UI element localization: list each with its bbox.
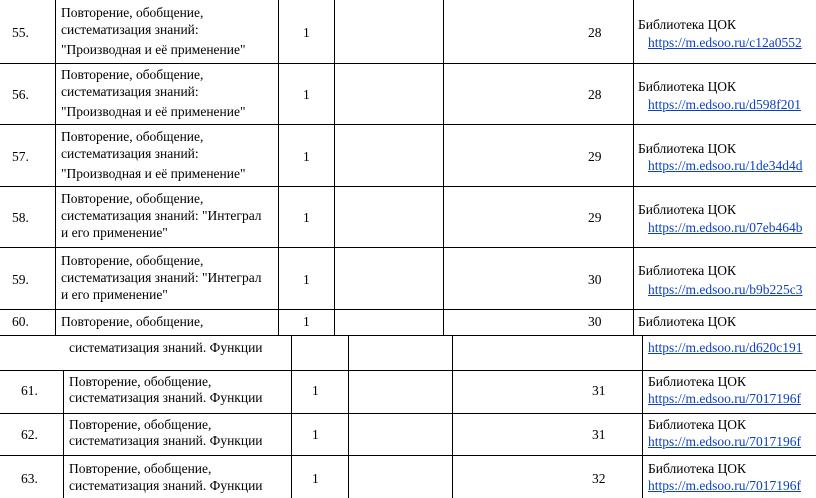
grid-line xyxy=(291,370,292,498)
library-link[interactable]: https://m.edsoo.ru/d598f201 xyxy=(648,97,801,112)
grid-line xyxy=(0,413,816,414)
grid-line xyxy=(0,370,816,371)
hours-value: 1 xyxy=(303,25,310,40)
topic-line: Повторение, обобщение, xyxy=(69,374,212,389)
grid-line xyxy=(452,370,453,498)
library-label: Библиотека ЦОК xyxy=(648,417,746,432)
grid-line xyxy=(642,335,643,370)
topic-line: Повторение, обобщение, xyxy=(61,5,204,20)
library-link[interactable]: https://m.edsoo.ru/c12a0552 xyxy=(648,35,802,50)
grid-line xyxy=(452,335,453,370)
library-link[interactable]: https://m.edsoo.ru/b9b225c3 xyxy=(648,282,803,297)
hours-value: 1 xyxy=(303,210,310,225)
grid-line xyxy=(443,309,444,335)
topic-line: систематизация знаний: xyxy=(61,84,199,99)
library-label: Библиотека ЦОК xyxy=(648,461,746,476)
grid-line xyxy=(278,309,279,335)
row-number: 60. xyxy=(12,314,29,329)
topic-line: систематизация знаний: "Интеграл xyxy=(61,208,262,223)
grid-line xyxy=(63,370,64,498)
hours-value: 1 xyxy=(312,383,319,398)
topic-line: "Производная и её применение" xyxy=(61,104,246,119)
topic-line: и его применение" xyxy=(61,225,168,240)
grid-line xyxy=(348,370,349,498)
topic-line: Повторение, обобщение, xyxy=(61,67,204,82)
grid-line xyxy=(443,0,444,309)
page-value: 30 xyxy=(588,314,602,329)
library-label: Библиотека ЦОК xyxy=(648,374,746,389)
topic-line: Повторение, обобщение, xyxy=(61,191,204,206)
grid-line xyxy=(0,63,816,64)
row-number: 55. xyxy=(12,25,29,40)
row-number: 62. xyxy=(21,427,38,442)
hours-value: 1 xyxy=(312,471,319,486)
topic-line: систематизация знаний: "Интеграл xyxy=(61,270,262,285)
page-value: 28 xyxy=(588,87,602,102)
library-label: Библиотека ЦОК xyxy=(638,314,736,329)
row-number: 57. xyxy=(12,149,29,164)
library-link[interactable]: https://m.edsoo.ru/7017196f xyxy=(648,391,801,406)
grid-line xyxy=(0,186,816,187)
hours-value: 1 xyxy=(303,272,310,287)
row-number: 63. xyxy=(21,471,38,486)
hours-value: 1 xyxy=(303,87,310,102)
library-label: Библиотека ЦОК xyxy=(638,263,736,278)
topic-line: систематизация знаний. Функции xyxy=(69,390,263,405)
library-label: Библиотека ЦОК xyxy=(638,202,736,217)
page-value: 31 xyxy=(592,427,606,442)
grid-line xyxy=(55,0,56,309)
topic-line: "Производная и её применение" xyxy=(61,166,246,181)
topic-line: Повторение, обобщение, xyxy=(69,417,212,432)
grid-line xyxy=(0,335,816,336)
page-value: 32 xyxy=(592,471,606,486)
grid-line xyxy=(334,0,335,309)
row-number: 59. xyxy=(12,272,29,287)
library-link[interactable]: https://m.edsoo.ru/1de34d4d xyxy=(648,158,803,173)
grid-line xyxy=(633,309,634,335)
grid-line xyxy=(633,0,634,309)
page-value: 31 xyxy=(592,383,606,398)
topic-line: систематизация знаний. Функции xyxy=(69,478,263,493)
row-number: 58. xyxy=(12,210,29,225)
grid-line xyxy=(278,0,279,309)
row-number: 61. xyxy=(21,383,38,398)
topic-line: систематизация знаний. Функции xyxy=(69,340,263,355)
page-value: 29 xyxy=(588,149,602,164)
library-label: Библиотека ЦОК xyxy=(638,79,736,94)
topic-line: систематизация знаний. Функции xyxy=(69,433,263,448)
topic-line: Повторение, обобщение, xyxy=(69,461,212,476)
grid-line xyxy=(0,309,816,310)
topic-line: Повторение, обобщение, xyxy=(61,129,204,144)
topic-line: Повторение, обобщение, xyxy=(61,314,204,329)
grid-line xyxy=(348,335,349,370)
row-number: 56. xyxy=(12,87,29,102)
page-value: 29 xyxy=(588,210,602,225)
grid-line xyxy=(642,370,643,498)
topic-line: систематизация знаний: xyxy=(61,146,199,161)
grid-line xyxy=(55,309,56,335)
grid-line xyxy=(0,247,816,248)
hours-value: 1 xyxy=(312,427,319,442)
grid-line xyxy=(334,309,335,335)
library-link[interactable]: https://m.edsoo.ru/7017196f xyxy=(648,478,801,493)
grid-line xyxy=(291,335,292,370)
page-value: 30 xyxy=(588,272,602,287)
grid-line xyxy=(0,455,816,456)
library-label: Библиотека ЦОК xyxy=(638,17,736,32)
grid-line xyxy=(0,124,816,125)
library-label: Библиотека ЦОК xyxy=(638,141,736,156)
topic-line: Повторение, обобщение, xyxy=(61,253,204,268)
hours-value: 1 xyxy=(303,314,310,329)
library-link[interactable]: https://m.edsoo.ru/7017196f xyxy=(648,434,801,449)
hours-value: 1 xyxy=(303,149,310,164)
topic-line: и его применение" xyxy=(61,287,168,302)
page-value: 28 xyxy=(588,25,602,40)
library-link[interactable]: https://m.edsoo.ru/07eb464b xyxy=(648,220,803,235)
library-link[interactable]: https://m.edsoo.ru/d620c191 xyxy=(648,340,803,355)
topic-line: "Производная и её применение" xyxy=(61,42,246,57)
topic-line: систематизация знаний: xyxy=(61,22,199,37)
